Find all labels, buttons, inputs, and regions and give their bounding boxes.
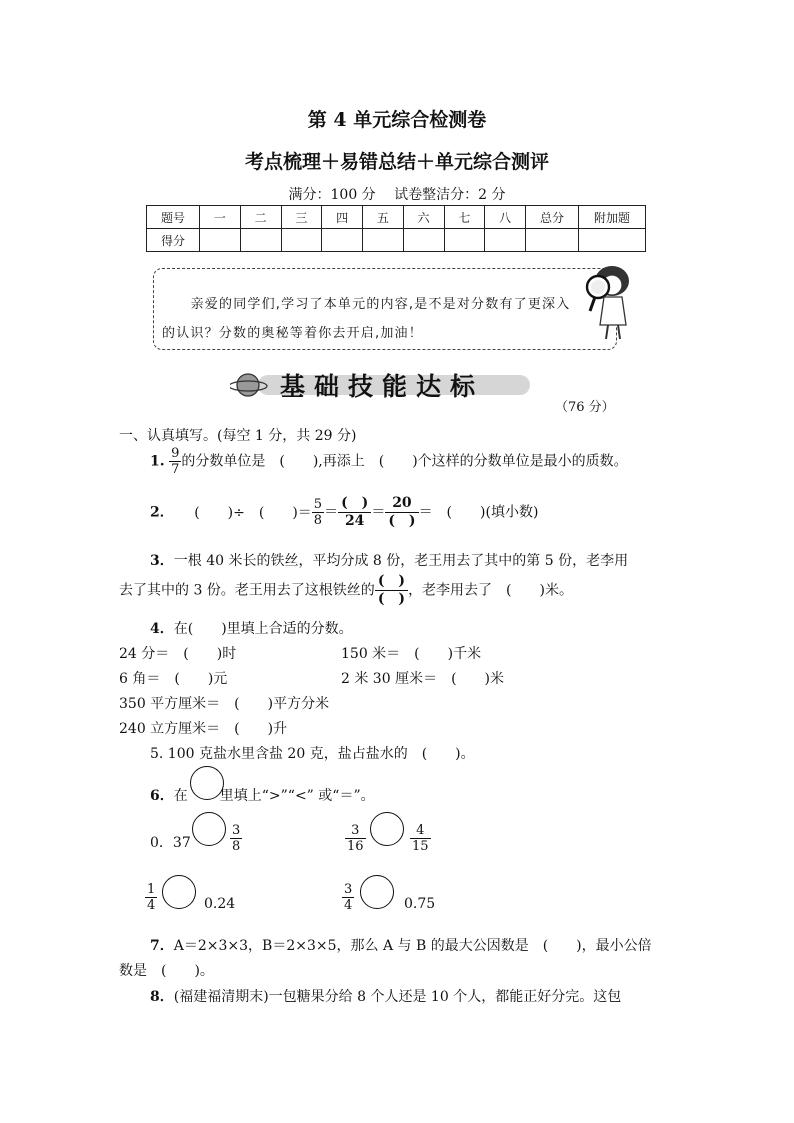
neat-score: 试卷整洁分：2 分 <box>394 187 506 203</box>
score-input-cell[interactable] <box>444 229 485 252</box>
question-number: 1. <box>150 453 165 470</box>
q6-b-fraction-left <box>345 823 366 854</box>
fraction <box>338 495 371 530</box>
full-score: 满分：100 分 <box>288 187 376 203</box>
score-table-cell: 八 <box>485 206 526 229</box>
q6-d-right: 0.75 <box>404 896 436 912</box>
numerator[interactable]: ( ) <box>375 573 408 591</box>
compare-circle[interactable] <box>192 812 226 846</box>
equals-sign: ＝ <box>371 504 386 521</box>
q6-b-fraction-right <box>410 823 431 854</box>
q4-item-d[interactable]: 2 米 30 厘米＝ ( )米 <box>341 671 504 687</box>
denominator: 8 <box>313 513 323 528</box>
fraction <box>345 823 366 854</box>
numerator: 20 <box>385 495 418 513</box>
score-input-cell[interactable] <box>200 229 241 252</box>
numerator: 3 <box>232 823 241 838</box>
score-table-cell: 题号 <box>147 206 200 229</box>
denominator: 7 <box>171 462 180 477</box>
section-points: （76 分） <box>555 400 615 415</box>
q4-item-a[interactable]: 24 分＝ ( )时 <box>119 646 237 662</box>
q4-item-c[interactable]: 6 角＝ ( )元 <box>119 671 228 687</box>
denominator: 15 <box>412 839 429 854</box>
question-7-line1 <box>150 935 652 955</box>
question-number: 6． <box>150 788 174 804</box>
score-input-cell[interactable] <box>240 229 281 252</box>
score-table-cell: 一 <box>200 206 241 229</box>
score-input-cell[interactable] <box>526 229 579 252</box>
score-input-cell[interactable] <box>322 229 363 252</box>
question-text[interactable]: ( )÷ ( )＝ <box>194 504 312 521</box>
score-table-cell: 四 <box>322 206 363 229</box>
page-title: 第 4 单元综合检测卷 <box>307 109 487 131</box>
page-subtitle: 考点梳理＋易错总结＋单元综合测评 <box>244 151 549 173</box>
denominator: 24 <box>344 513 365 529</box>
question-number: 8． <box>150 989 174 1005</box>
question-number: 2． <box>150 504 174 521</box>
question-3-line1 <box>150 550 628 570</box>
fraction <box>312 497 324 528</box>
compare-circle[interactable] <box>162 875 196 909</box>
score-table-cell: 得分 <box>147 229 200 252</box>
question-3-line2 <box>119 573 573 608</box>
compare-circle[interactable] <box>360 875 394 909</box>
question-text[interactable]: 的分数单位是 ( ),再添上 ( )个这样的分数单位是最小的质数。 <box>181 453 628 470</box>
score-table-cell: 五 <box>363 206 404 229</box>
question-text: 去了其中的 3 份。老王用去了这根铁丝的 <box>119 582 375 599</box>
question-text: (福建福清期末)一包糖果分给 8 个人还是 10 个人，都能正好分完。这包 <box>173 989 622 1005</box>
numerator: 3 <box>345 823 366 839</box>
numerator: 5 <box>313 497 323 512</box>
question-text[interactable]: ，老李用去了 ( )米。 <box>408 582 573 599</box>
score-input-cell[interactable] <box>579 229 646 252</box>
fraction <box>342 882 354 913</box>
question-number: 3． <box>150 553 174 569</box>
question-text: 里填上“>”“<” 或“＝”。 <box>219 788 375 804</box>
equals-sign: ＝ <box>324 504 339 521</box>
compare-circle <box>190 766 224 800</box>
question-text: 一根 40 米长的铁丝，平均分成 8 份，老王用去了其中的第 5 份，老李用 <box>173 553 629 569</box>
denominator[interactable]: ( ) <box>388 513 416 529</box>
score-input-cell[interactable] <box>363 229 404 252</box>
score-table-header-row <box>147 206 646 229</box>
score-table-cell: 三 <box>281 206 322 229</box>
fraction <box>410 823 431 854</box>
magnifier-girl-icon <box>582 263 640 343</box>
question-6 <box>150 785 375 805</box>
score-table-cell: 附加题 <box>579 206 646 229</box>
score-info <box>0 184 794 204</box>
score-table-cell: 二 <box>240 206 281 229</box>
score-table <box>146 205 646 252</box>
question-5[interactable]: 5. 100 克盐水里含盐 20 克，盐占盐水的 ( )。 <box>150 746 475 762</box>
question-1 <box>150 446 628 477</box>
question-7-line2[interactable]: 数是 ( )。 <box>119 963 214 979</box>
denominator: 4 <box>344 898 353 913</box>
question-text: 在 <box>173 788 188 804</box>
score-input-cell[interactable] <box>403 229 444 252</box>
score-table-cell: 六 <box>403 206 444 229</box>
score-table-cell: 总分 <box>526 206 579 229</box>
fraction <box>375 573 408 608</box>
denominator: 8 <box>232 839 241 854</box>
q4-item-e[interactable]: 350 平方厘米＝ ( )平方分米 <box>119 696 330 712</box>
question-number: 7． <box>150 938 174 954</box>
question-text[interactable]: ＝ ( )(填小数) <box>418 504 539 521</box>
fraction <box>385 495 418 530</box>
q6-a-left: 0．37 <box>150 835 191 851</box>
fraction <box>145 882 157 913</box>
denominator[interactable]: ( ) <box>377 591 406 607</box>
q6-c-right: 0.24 <box>204 896 236 912</box>
compare-circle[interactable] <box>370 812 404 846</box>
question-2 <box>150 495 538 530</box>
denominator: 4 <box>147 898 156 913</box>
numerator: 1 <box>147 882 156 897</box>
fraction <box>169 446 181 477</box>
section-banner <box>230 365 530 401</box>
denominator: 16 <box>347 839 364 854</box>
q6-a-fraction <box>230 823 242 854</box>
part1-heading: 一、认真填写。(每空 1 分，共 29 分) <box>119 428 357 444</box>
notice-box <box>153 268 617 350</box>
numerator: 3 <box>344 882 353 897</box>
score-table-cell: 七 <box>444 206 485 229</box>
q6-d-fraction <box>342 882 354 913</box>
numerator: 9 <box>171 446 180 461</box>
question-number: 4． <box>150 621 174 637</box>
notice-text: 亲爱的同学们,学习了本单元的内容,是不是对分数有了更深入的认识？分数的奥秘等着你去开启,加油！ <box>162 297 571 341</box>
section-title: 基础技能达标 <box>280 372 485 401</box>
q4-item-f[interactable]: 240 立方厘米＝ ( )升 <box>119 721 288 737</box>
question-4 <box>150 618 353 638</box>
question-8-line1 <box>150 986 621 1006</box>
score-input-cell[interactable] <box>485 229 526 252</box>
score-input-cell[interactable] <box>281 229 322 252</box>
q6-c-fraction <box>145 882 157 913</box>
question-text: 在( )里填上合适的分数。 <box>173 621 353 637</box>
q4-item-b[interactable]: 150 米＝ ( )千米 <box>341 646 482 662</box>
numerator[interactable]: ( ) <box>338 495 371 513</box>
numerator: 4 <box>410 823 431 839</box>
fraction <box>230 823 242 854</box>
question-text[interactable]: A＝2×3×3，B＝2×3×5，那么 A 与 B 的最大公因数是 ( )，最小公倍 <box>173 938 652 954</box>
score-table-score-row <box>147 229 646 252</box>
